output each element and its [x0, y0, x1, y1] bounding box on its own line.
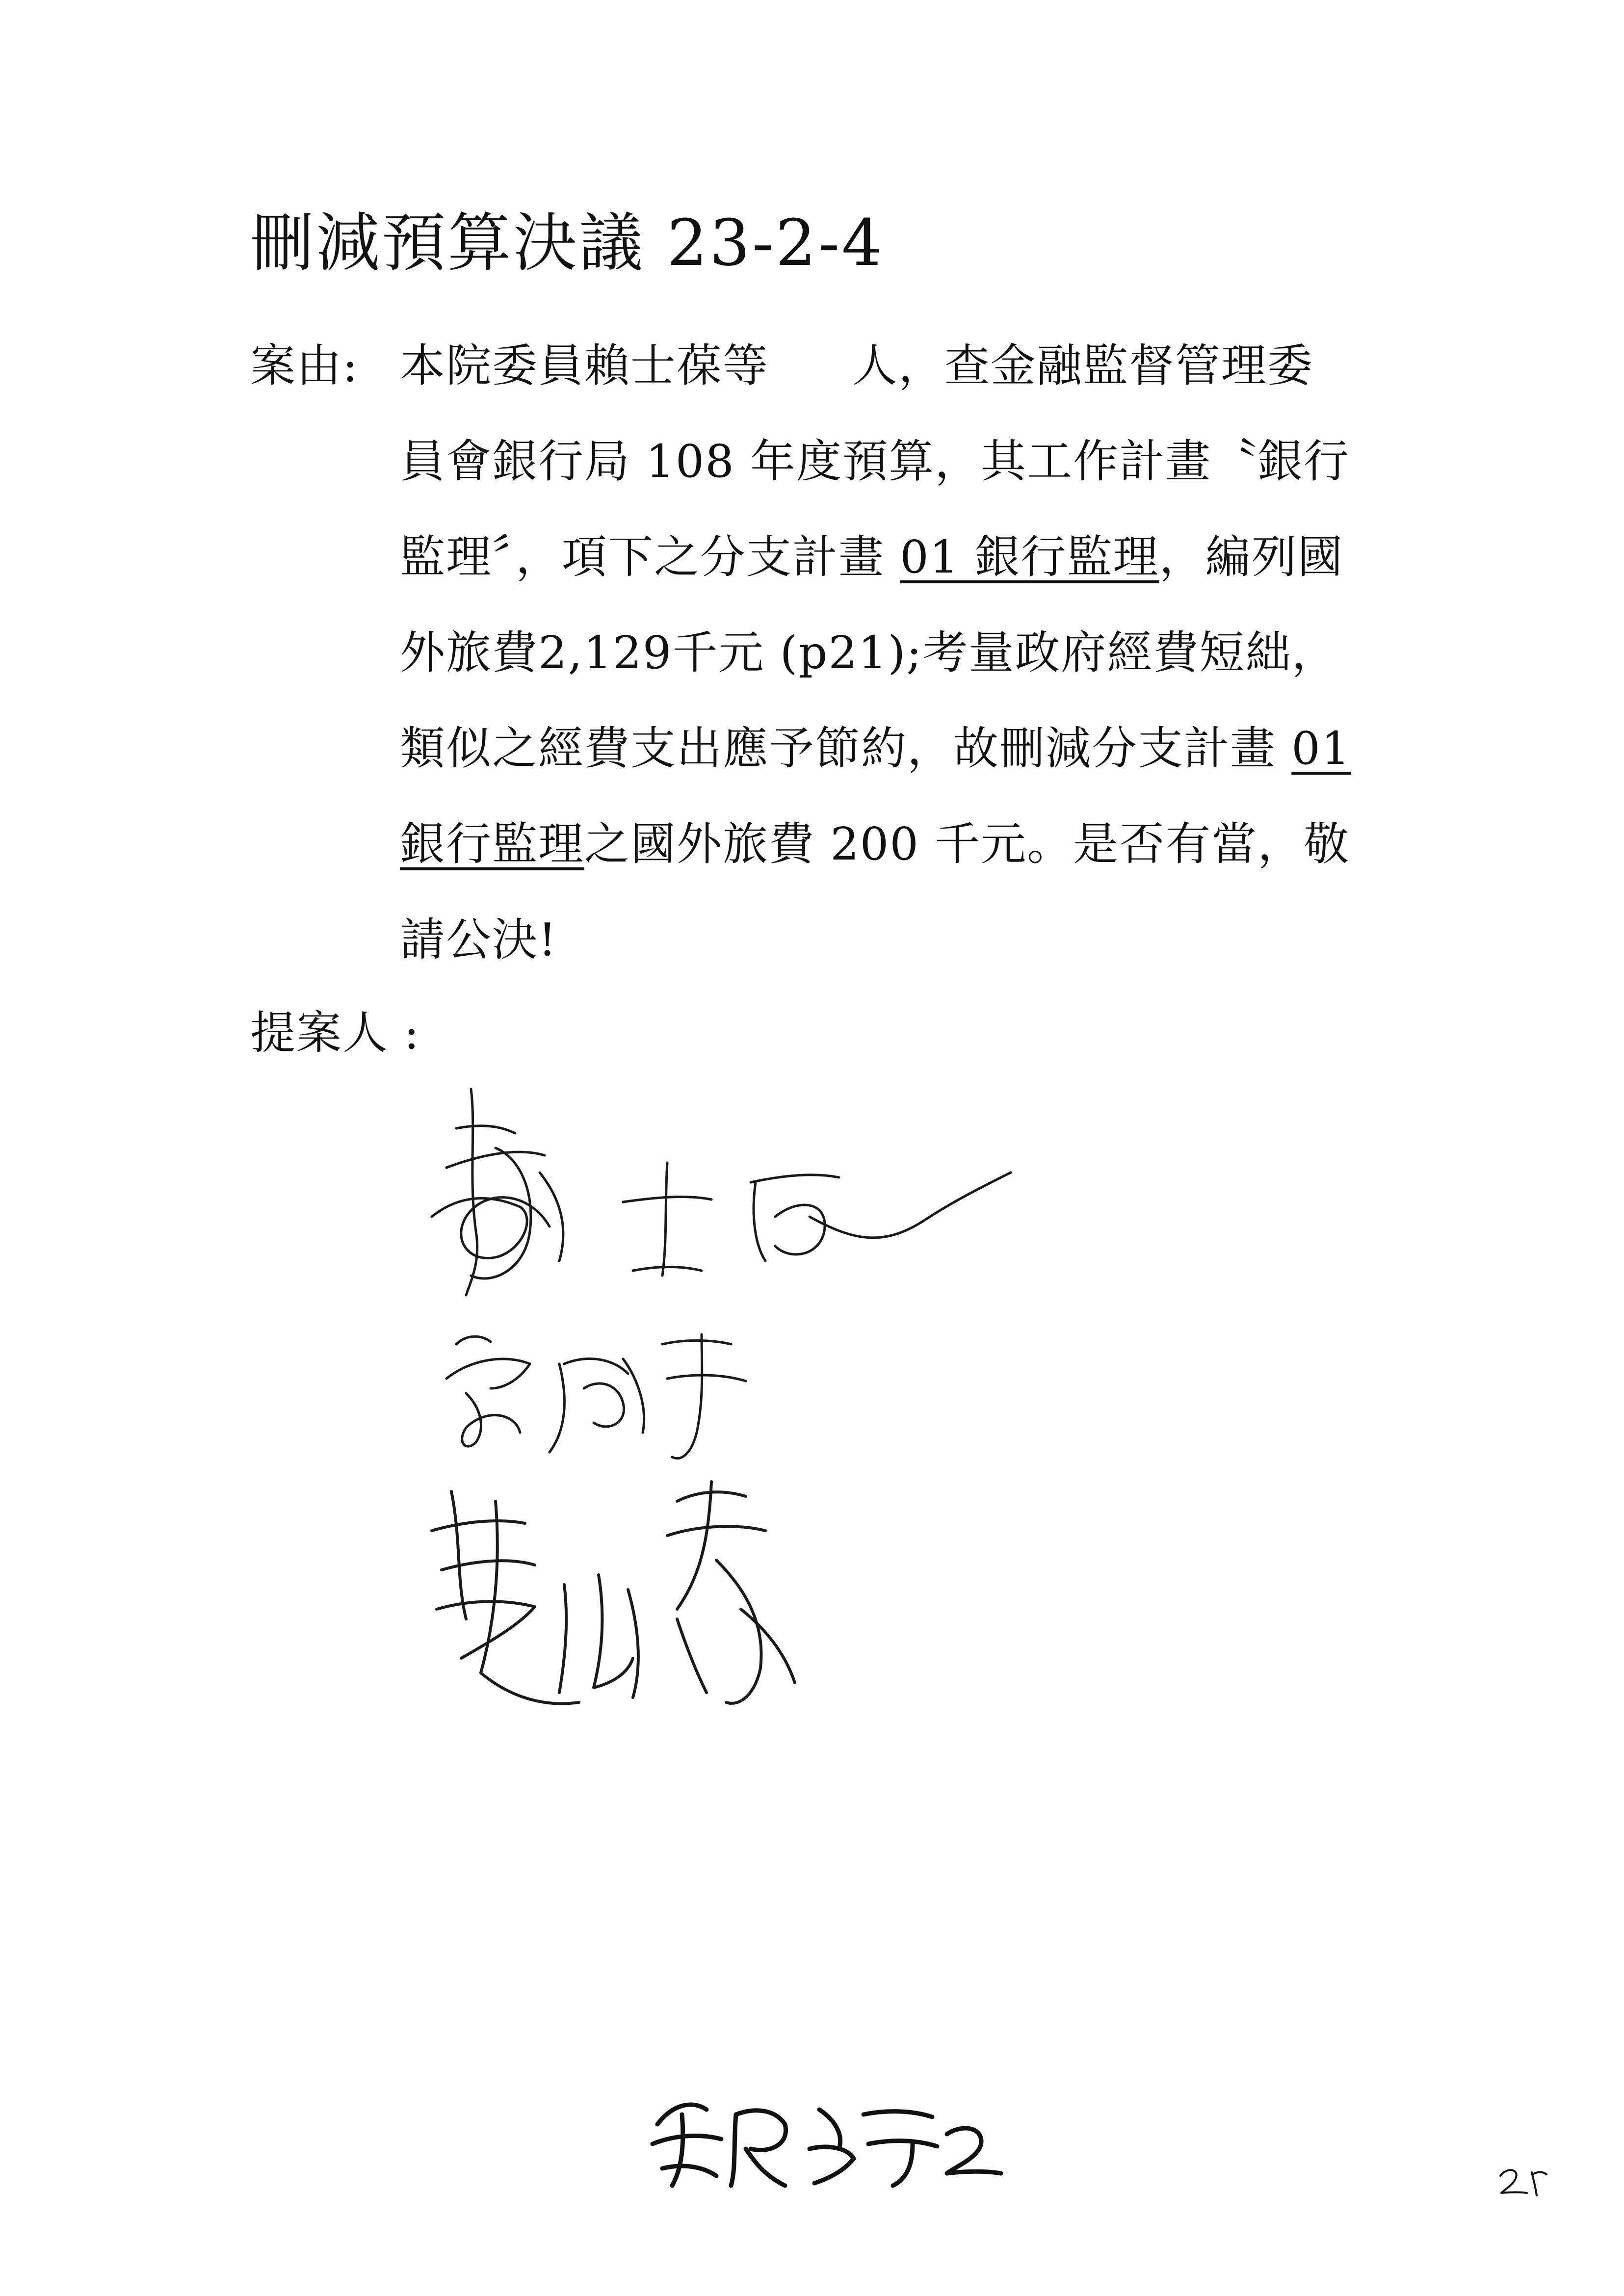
reason-line-4: 外旅費2,129千元 (p21);考量政府經費短絀， [400, 626, 1338, 679]
proposer-label: 提案人 : [250, 1007, 420, 1059]
underlined-item-01: 01 [1291, 722, 1351, 775]
signature-3 [422, 1462, 913, 1737]
reason-line-1-part-1: 本院委員賴士葆等 [400, 339, 769, 392]
underlined-item-bank-supervision: 01 銀行監理 [900, 531, 1159, 583]
reason-line-5-part-1: 類似之經費支出應予節約，故刪減分支計畫 [400, 722, 1292, 775]
reason-line-1-part-2: 人，查金融監督管理委 [852, 339, 1314, 392]
signature-2 [437, 1305, 819, 1462]
signature-1 [412, 1070, 1021, 1325]
underlined-item-bank-supervision-2: 銀行監理 [400, 818, 585, 870]
reason-line-3-part-3: ，編列國 [1159, 531, 1344, 583]
handwritten-note [638, 2080, 1011, 2198]
reason-line-3-part-1: 監理〞，項下之分支計畫 [400, 531, 900, 583]
reason-line-3 [400, 531, 1344, 583]
reason-line-2: 員會銀行局 108 年度預算，其工作計畫〝銀行 [400, 435, 1350, 488]
document-title: 刪減預算決議 23-2-4 [250, 206, 885, 280]
reason-line-6 [400, 818, 1350, 870]
page-number [1496, 2164, 1550, 2198]
reason-line-6-part-2: 之國外旅費 200 千元。是否有當，敬 [584, 818, 1350, 870]
reason-line-7: 請公決! [400, 913, 557, 966]
reason-line-1 [400, 339, 1314, 392]
reason-label: 案由: [250, 339, 359, 392]
reason-line-5 [400, 722, 1351, 775]
